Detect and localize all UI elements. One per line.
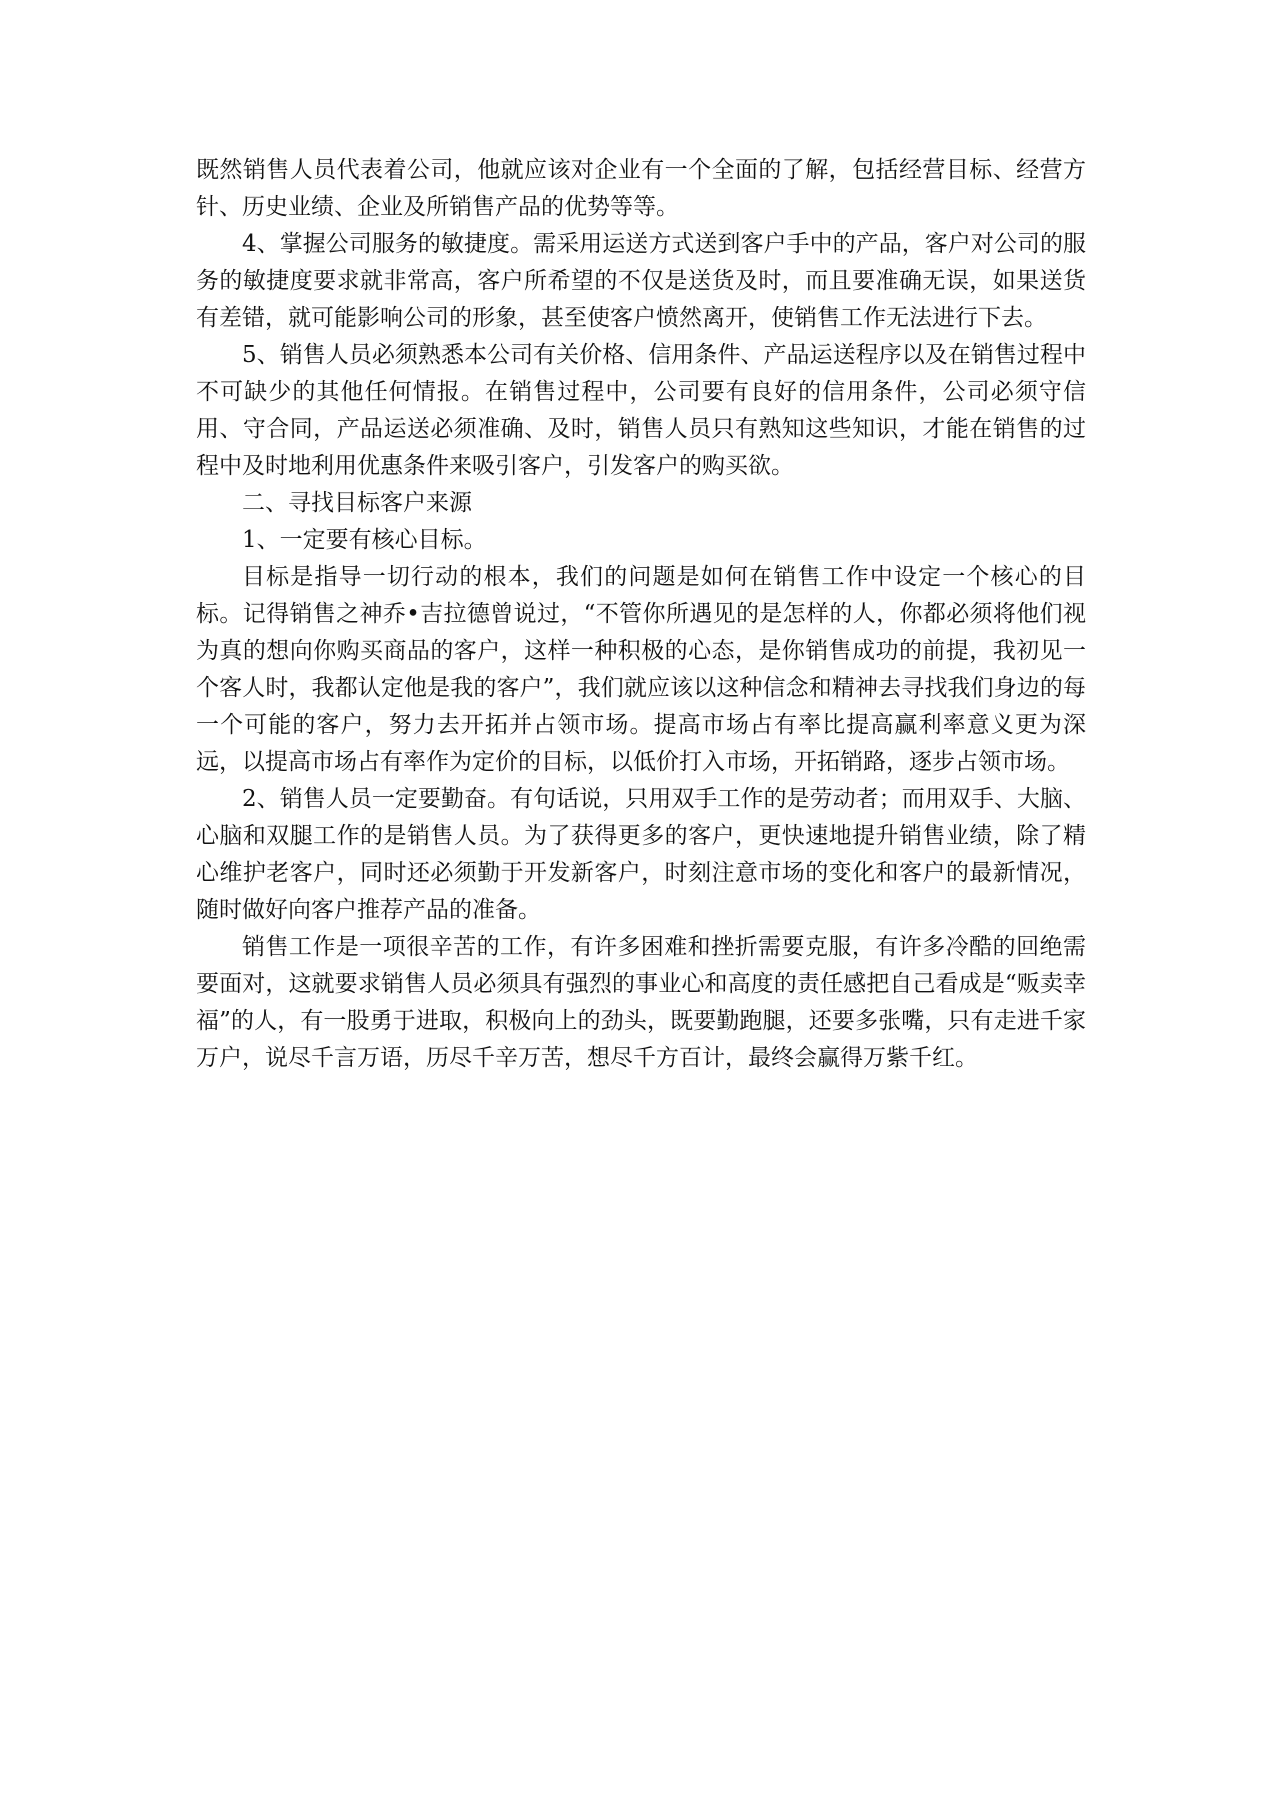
paragraph-intro-continuation: 既然销售人员代表着公司，他就应该对企业有一个全面的了解，包括经营目标、经营方针、历史业绩、企业及所销售产品的优势等等。	[196, 157, 1086, 220]
paragraph-diligence: 2、销售人员一定要勤奋。有句话说，只用双手工作的是劳动者；而用双手、大脑、心脑和双腿工作的是销售人员。为了获得更多的客户，更快速地提升销售业绩，除了精心维护老客户，同时还必须勤于开发新客户，时刻注意市场的变化和客户的最新情况，随时做好向客户推荐产品的准备。	[196, 786, 1086, 923]
section-heading-find-target-customers: 二、寻找目标客户来源	[242, 490, 472, 516]
paragraph-core-goal: 目标是指导一切行动的根本，我们的问题是如何在销售工作中设定一个核心的目标。记得销售之神乔•吉拉德曾说过，“不管你所遇见的是怎样的人，你都必须将他们视为真的想向你购买商品的客户，这样一种积极的心态，是你销售成功的前提，我初见一个客人时，我都认定他是我的客户”，我们就应该以这种信念和精神去寻找我们身边的每一个可能的客户，努力去开拓并占领市场。提高市场占有率比提高赢利率意义更为深远，以提高市场占有率作为定价的目标，以低价打入市场，开拓销路，逐步占领市场。	[196, 564, 1086, 775]
subheading-core-goal: 1、一定要有核心目标。	[242, 527, 487, 553]
paragraph-conclusion: 销售工作是一项很辛苦的工作，有许多困难和挫折需要克服，有许多冷酷的回绝需要面对，这就要求销售人员必须具有强烈的事业心和高度的责任感把自己看成是“贩卖幸福”的人，有一股勇于进取，积极向上的劲头，既要勤跑腿，还要多张嘴，只有走进千家万户，说尽千言万语，历尽千辛万苦，想尽千方百计，最终会赢得万紫千红。	[196, 934, 1086, 1071]
paragraph-point-5: 5、销售人员必须熟悉本公司有关价格、信用条件、产品运送程序以及在销售过程中不可缺少的其他任何情报。在销售过程中，公司要有良好的信用条件，公司必须守信用、守合同，产品运送必须准确、及时，销售人员只有熟知这些知识，才能在销售的过程中及时地利用优惠条件来吸引客户，引发客户的购买欲。	[196, 342, 1086, 479]
document-page	[196, 152, 1086, 1077]
paragraph-point-4: 4、掌握公司服务的敏捷度。需采用运送方式送到客户手中的产品，客户对公司的服务的敏捷度要求就非常高，客户所希望的不仅是送货及时，而且要准确无误，如果送货有差错，就可能影响公司的形象，甚至使客户愤然离开，使销售工作无法进行下去。	[196, 231, 1086, 331]
